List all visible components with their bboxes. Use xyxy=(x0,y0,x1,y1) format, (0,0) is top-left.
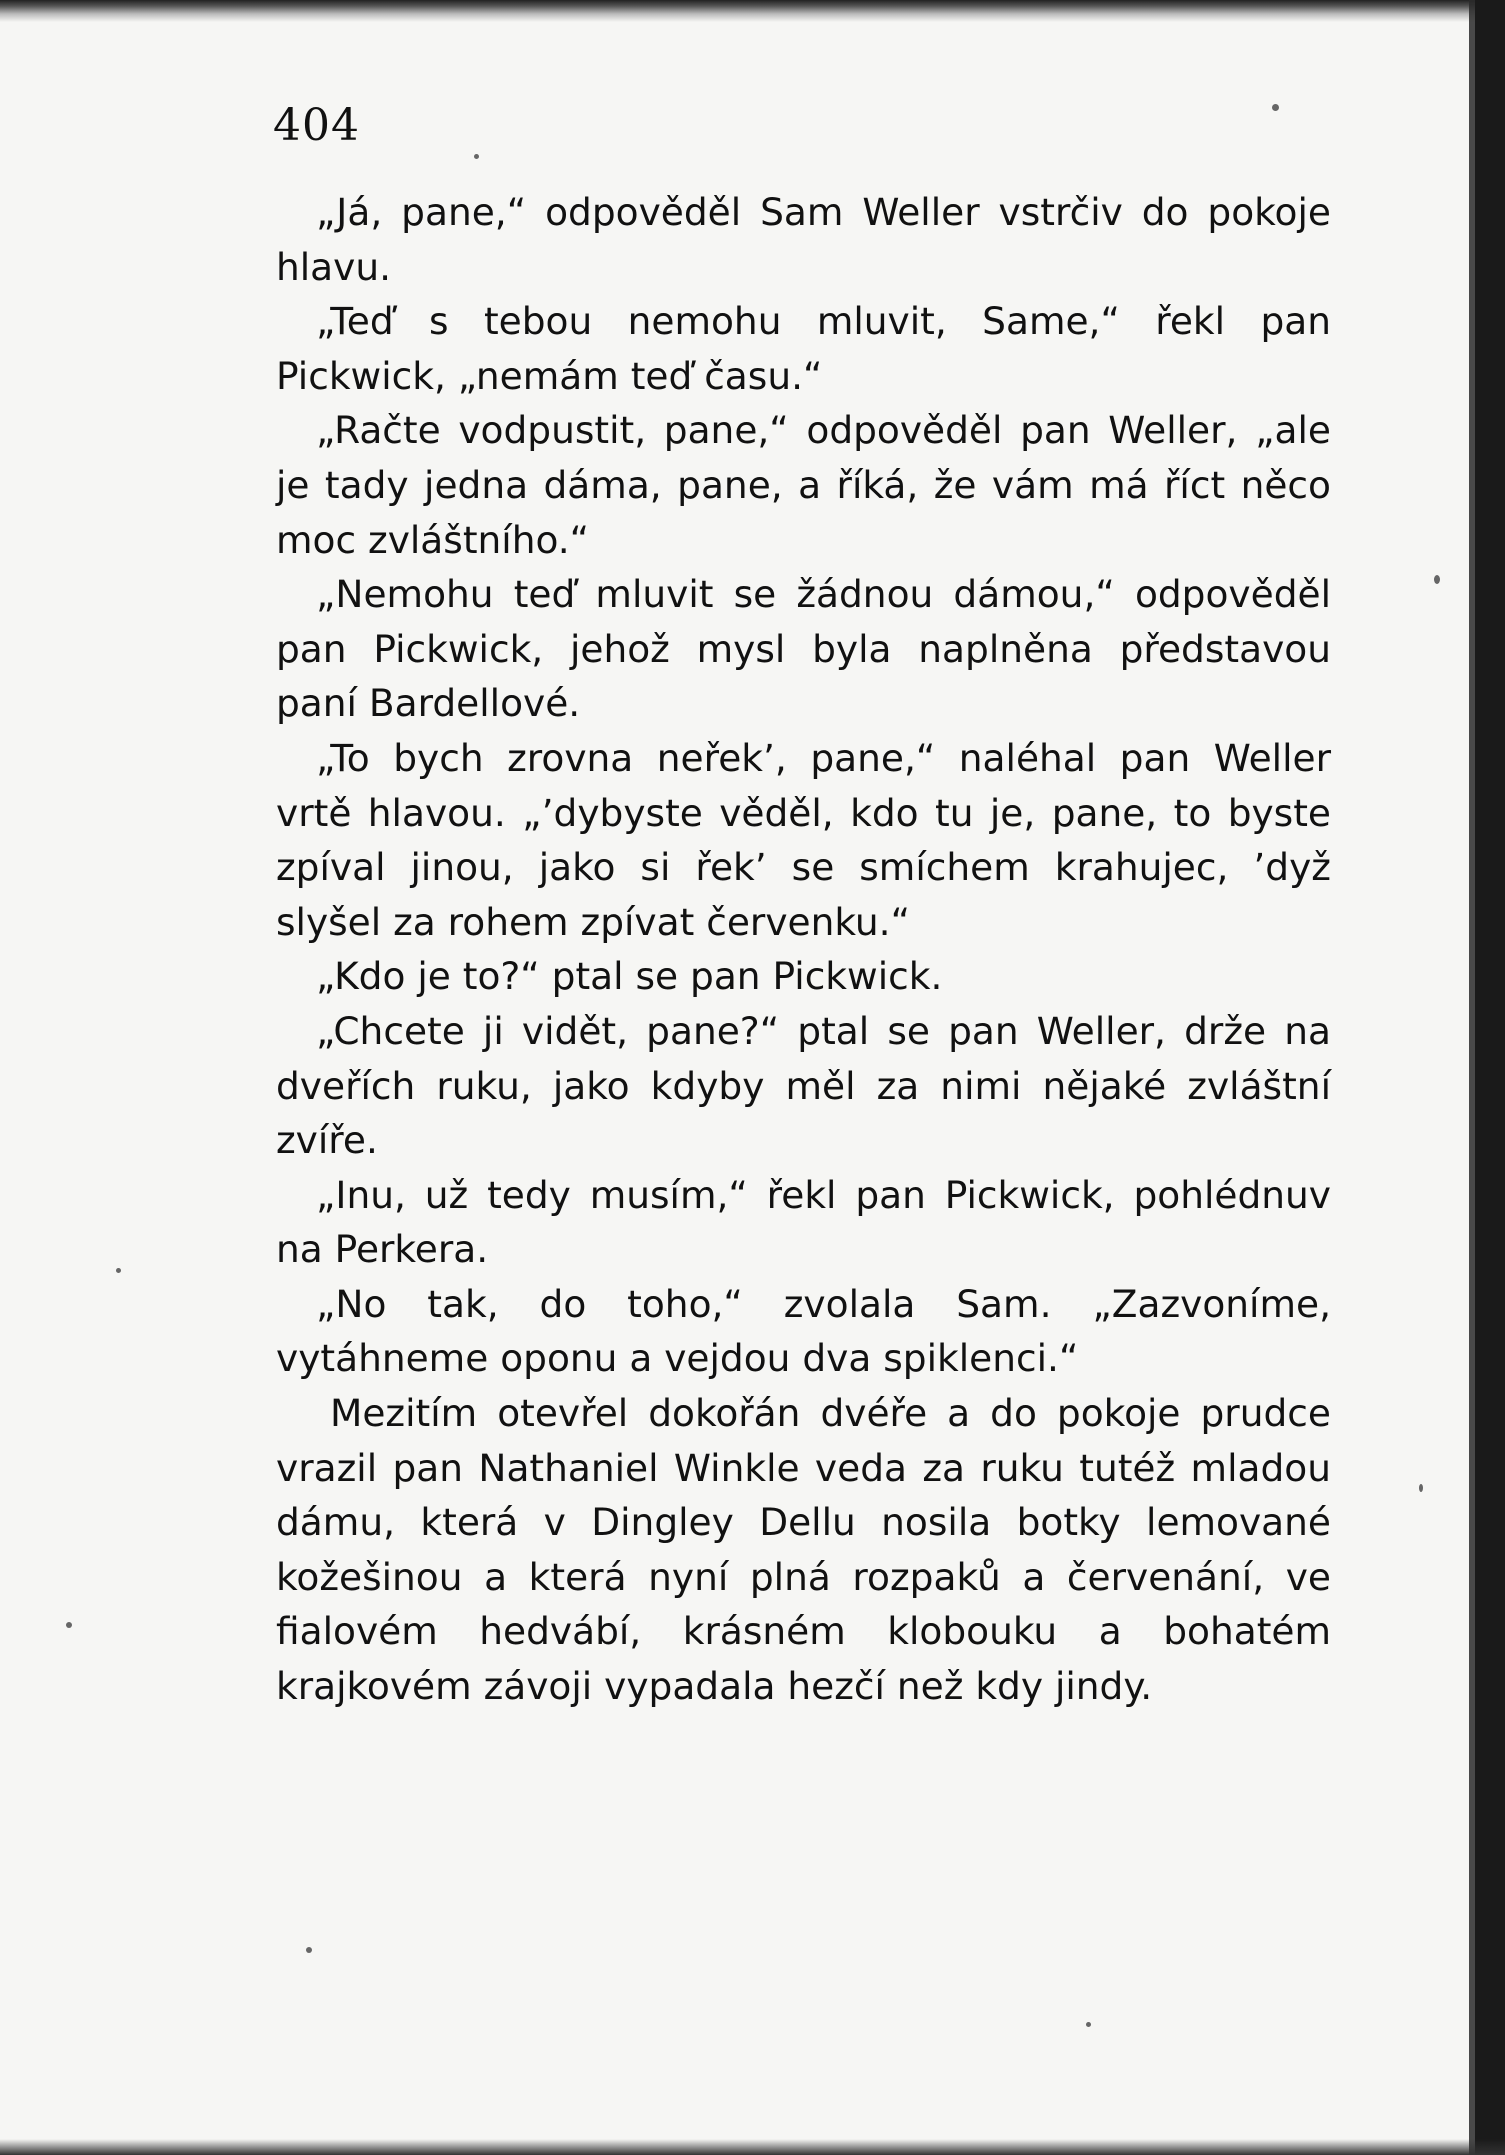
scan-bottom-edge xyxy=(0,2139,1505,2155)
paragraph: „Kdo je to?“ ptal se pan Pickwick. xyxy=(316,954,943,999)
scan-right-edge xyxy=(1475,0,1505,2155)
dust-speck xyxy=(1434,575,1440,584)
dust-speck xyxy=(1272,104,1279,111)
paragraph: „Inu, už tedy musím,“ řekl pan Pickwick, pohlédnuv na Perkera. xyxy=(276,1172,1331,1272)
dust-speck xyxy=(66,1622,72,1628)
scan-top-edge xyxy=(0,0,1505,22)
paragraph: „To bych zrovna neřek’, pane,“ naléhal pan Weller vrtě hlavou. „’dybyste věděl, kdo tu je, pane, to byste zpíval jinou, jako si řek’ se smíchem krahujec, ’dyž slyšel za rohem zpívat červenku.“ xyxy=(276,735,1331,944)
dust-speck xyxy=(116,1268,121,1273)
dust-speck xyxy=(1419,1484,1423,1492)
dust-speck xyxy=(306,1947,312,1953)
paragraph: „No tak, do toho,“ zvolala Sam. „Zazvoníme, vytáhneme oponu a vejdou dva spiklenci.“ xyxy=(276,1281,1331,1381)
paragraph: „Já, pane,“ odpověděl Sam Weller vstrčiv do pokoje hlavu. xyxy=(276,190,1331,289)
dust-speck xyxy=(474,154,479,159)
page-number: 404 xyxy=(273,100,360,151)
paragraph: „Nemohu teď mluvit se žádnou dámou,“ odpověděl pan Pickwick, jehož mysl byla naplněna představou paní Bardellové. xyxy=(276,572,1331,726)
dust-speck xyxy=(1086,2022,1091,2027)
paragraph: „Chcete ji vidět, pane?“ ptal se pan Weller, drže na dveřích ruku, jako kdyby měl za nimi nějaké zvláštní zvíře. xyxy=(276,1008,1331,1163)
paragraph: „Teď s tebou nemohu mluvit, Same,“ řekl pan Pickwick, „nemám teď času.“ xyxy=(276,299,1331,398)
paragraph: „Račte vodpustit, pane,“ odpověděl pan Weller, „ale je tady jedna dáma, pane, a říká, že vám má říct něco moc zvláštního.“ xyxy=(276,408,1331,562)
paragraph: Mezitím otevřel dokořán dvéře a do pokoje prudce vrazil pan Nathaniel Winkle veda za ruku tutéž mladou dámu, která v Dingley Dellu nosila botky lemované kožešinou a která nyní plná rozpaků a červenání, ve fialovém hedvábí, krásném klobouku a bohatém krajkovém závoji vypadala hezčí než kdy jindy. xyxy=(276,1391,1331,1709)
body-text xyxy=(276,185,1331,1714)
